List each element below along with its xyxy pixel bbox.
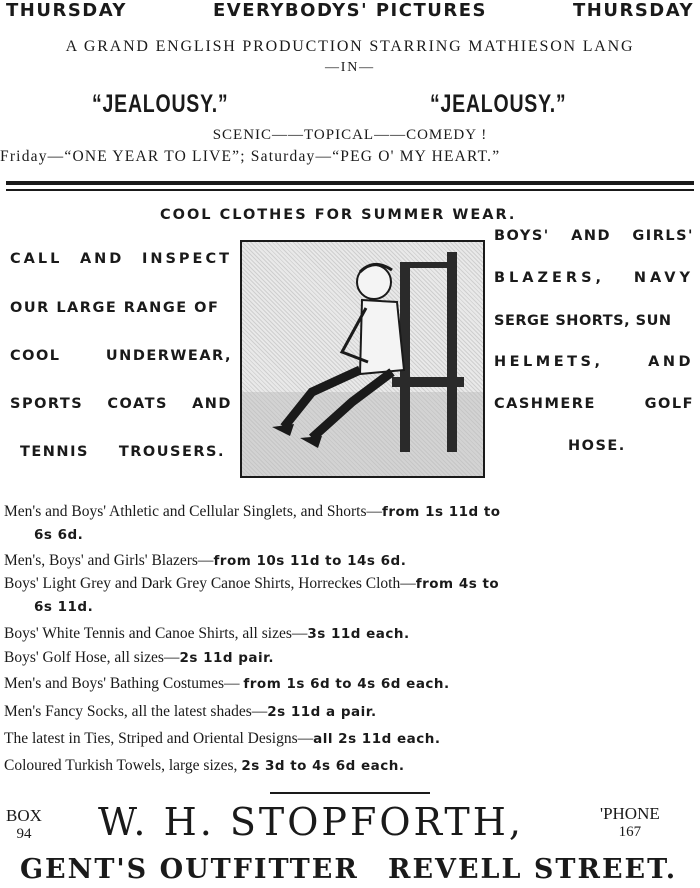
box-label: BOX	[6, 806, 42, 825]
program-extras: SCENIC——TOPICAL——COMEDY !	[212, 127, 488, 143]
right-word: GOLF	[644, 396, 694, 412]
left-word: UNDERWEAR,	[105, 348, 232, 364]
list-item: 6s 6d.	[34, 527, 84, 543]
right-word: GIRLS'	[632, 228, 694, 244]
box-number: 94	[16, 826, 32, 842]
ad-heading: COOL CLOTHES FOR SUMMER WEAR.	[160, 207, 517, 223]
list-item: Men's and Boys' Athletic and Cellular Singlets, and Shorts—from 1s 11d to	[4, 503, 501, 520]
list-item: Boys' Golf Hose, all sizes—2s 11d pair.	[4, 649, 274, 666]
street-line: REVELL STREET.	[388, 854, 678, 885]
right-word: AND	[648, 354, 694, 370]
left-word: AND	[192, 396, 232, 412]
in-line: —IN—	[325, 60, 375, 75]
divider-thick	[6, 181, 694, 185]
right-word: AND	[571, 228, 612, 244]
cinema-header-row	[6, 0, 694, 22]
list-item: Boys' White Tennis and Canoe Shirts, all sizes—3s 11d each.	[4, 625, 410, 642]
left-line-4	[10, 396, 232, 412]
list-item: Men's Fancy Socks, all the latest shades—2s 11d a pair.	[4, 703, 377, 720]
list-item: Men's, Boys' and Girls' Blazers—from 10s 11d to 14s 6d.	[4, 552, 407, 569]
left-word: AND	[79, 251, 125, 267]
day-left: THURSDAY	[6, 0, 127, 21]
left-word: OUR LARGE RANGE OF	[10, 300, 220, 316]
right-line-1	[494, 228, 694, 244]
phone-label: 'PHONE	[600, 804, 660, 823]
boy-on-chair-drawing	[242, 242, 483, 476]
left-word: TENNIS	[20, 444, 89, 460]
left-line-3	[10, 348, 232, 364]
right-line-3	[494, 313, 694, 329]
left-line-2	[10, 300, 232, 316]
list-item: 6s 11d.	[34, 599, 94, 615]
box-block	[6, 806, 42, 843]
divider-thin	[6, 189, 694, 191]
left-word: COOL	[10, 348, 61, 364]
left-line-5	[20, 444, 225, 460]
boy-seated-illustration	[240, 240, 485, 478]
film-title-right: “JEALOUSY.”	[430, 90, 567, 118]
short-rule	[270, 792, 430, 794]
day-right: THURSDAY	[573, 0, 694, 21]
left-word: COATS	[107, 396, 168, 412]
phone-number: 167	[618, 824, 642, 840]
right-line-6	[568, 438, 638, 454]
list-item: The latest in Ties, Striped and Oriental Designs—all 2s 11d each.	[4, 730, 441, 747]
list-item: Coloured Turkish Towels, large sizes, 2s 3d to 4s 6d each.	[4, 757, 405, 774]
phone-block	[600, 804, 660, 841]
film-title-left: “JEALOUSY.”	[92, 90, 229, 118]
list-item: Men's and Boys' Bathing Costumes— from 1s 6d to 4s 6d each.	[4, 675, 450, 692]
trade-line: GENT'S OUTFITTER	[20, 854, 359, 885]
right-word: SERGE SHORTS, SUN	[494, 313, 672, 329]
list-item: Boys' Light Grey and Dark Grey Canoe Shirts, Horreckes Cloth—from 4s to	[4, 575, 500, 592]
right-word: NAVY	[633, 270, 694, 286]
coming-attractions: Friday—“ONE YEAR TO LIVE”; Saturday—“PEG O' MY HEART.”	[0, 148, 501, 165]
left-word: CALL	[10, 251, 63, 267]
right-word: BLAZERS,	[494, 270, 606, 286]
firm-name: W. H. STOPFORTH,	[98, 800, 524, 844]
right-word: BOYS'	[494, 228, 550, 244]
right-line-5	[494, 396, 694, 412]
right-line-4	[494, 354, 694, 370]
cinema-title: EVERYBODYS' PICTURES	[213, 0, 487, 21]
right-line-2	[494, 270, 694, 286]
left-word: INSPECT	[141, 251, 232, 267]
left-line-1	[10, 251, 232, 267]
production-line: A GRAND ENGLISH PRODUCTION STARRING MATHIESON LANG	[65, 38, 635, 55]
right-word: HOSE.	[568, 438, 626, 454]
right-word: CASHMERE	[494, 396, 596, 412]
right-word: HELMETS,	[494, 354, 604, 370]
left-word: TROUSERS.	[118, 444, 225, 460]
left-word: SPORTS	[10, 396, 84, 412]
